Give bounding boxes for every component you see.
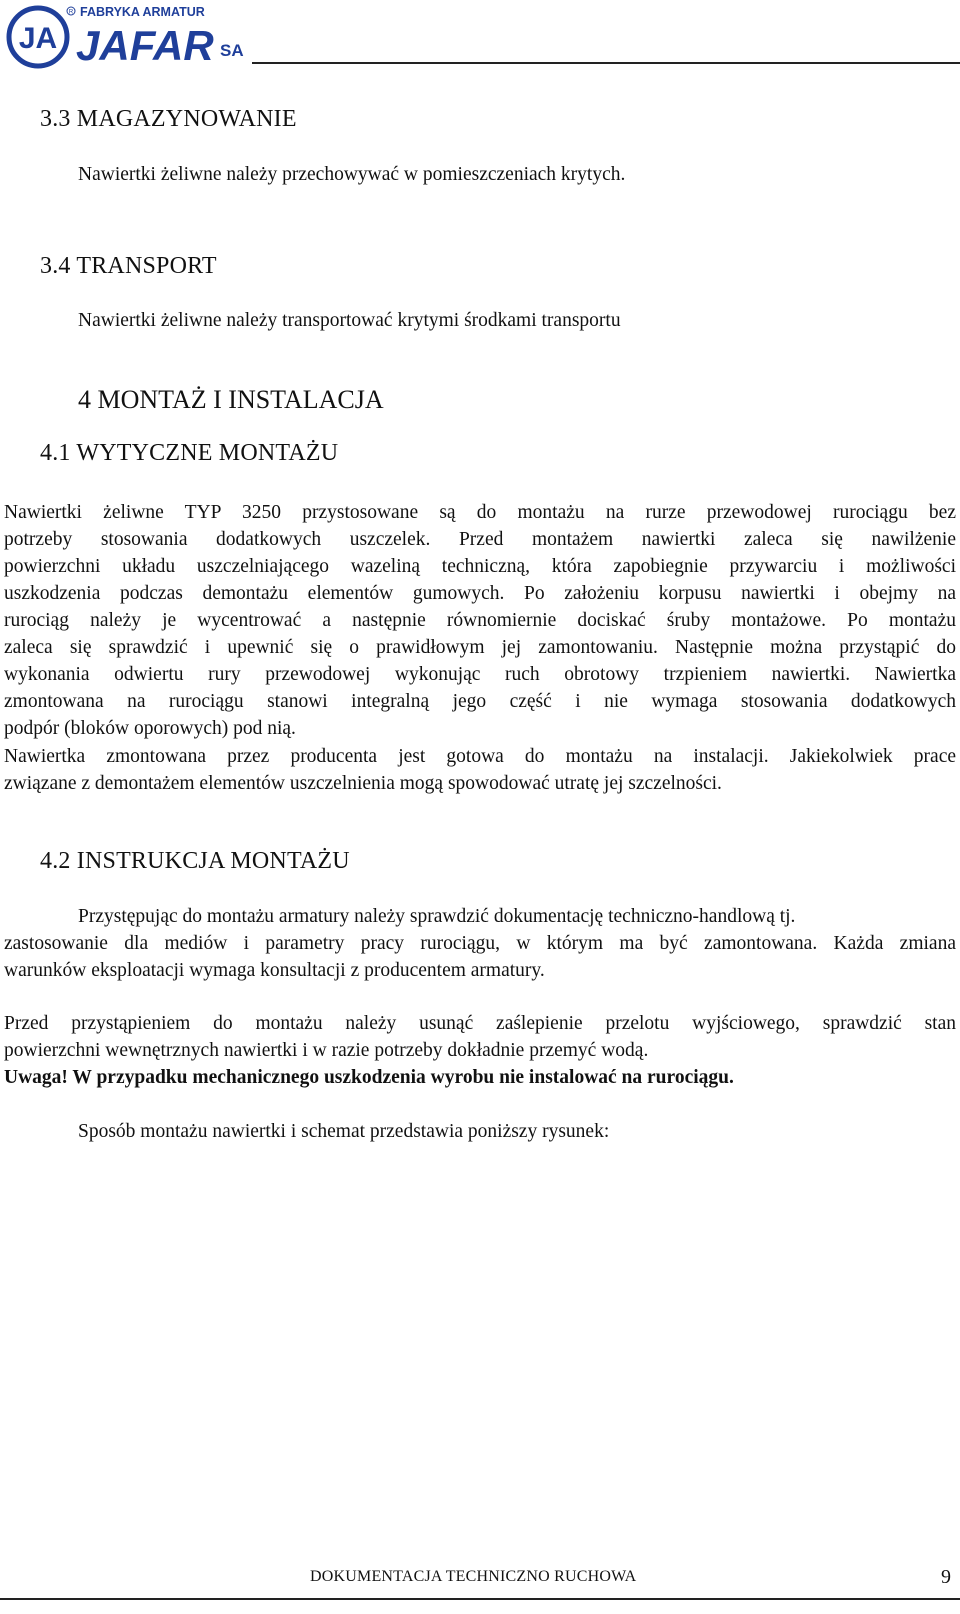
paragraph-line: wykonania odwiertu rury przewodowej wykonując ruch obrotowy trzpieniem nawiertki. Nawiertka <box>4 664 956 685</box>
svg-text:R: R <box>68 9 74 16</box>
paragraph-line: Przed przystąpieniem do montażu należy usunąć zaślepienie przelotu wyjściowego, sprawdzić stan <box>4 1013 956 1034</box>
paragraph-line: potrzeby stosowania dodatkowych uszczelek. Przed montażem nawiertki zaleca się nawilżenie <box>4 529 956 550</box>
paragraph-line: zmontowana na rurociągu stanowi integralną jego część i nie wymaga stosowania dodatkowych <box>4 691 956 712</box>
paragraph-line: zastosowanie dla mediów i parametry pracy rurociągu, w którym ma być zamontowana. Każda zmiana <box>4 933 956 954</box>
section-3-4-text: Nawiertki żeliwne należy transportować krytymi środkami transportu <box>78 310 621 331</box>
logo-top-text: FABRYKA ARMATUR <box>80 5 205 19</box>
section-4-2-paragraph <box>4 903 956 984</box>
paragraph-line: Przystępując do montażu armatury należy sprawdzić dokumentację techniczno-handlową tj. <box>78 906 796 927</box>
paragraph-line: zaleca się sprawdzić i upewnić się o prawidłowym jej zamontowaniu. Następnie można przystąpić do <box>4 637 956 658</box>
footer-doc-title: DOKUMENTACJA TECHNICZNO RUCHOWA <box>310 1568 637 1585</box>
section-3-4-title: 3.4 TRANSPORT <box>40 253 217 279</box>
jafar-logo <box>6 4 246 70</box>
section-4-2-figure-intro: Sposób montażu nawiertki i schemat przedstawia poniższy rysunek: <box>78 1121 610 1142</box>
paragraph-line: Nawiertki żeliwne TYP 3250 przystosowane są do montażu na rurze przewodowej rurociągu bez <box>4 502 956 523</box>
paragraph-line: uszkodzenia podczas demontażu elementów gumowych. Po założeniu korpusu nawiertki i obejmy na <box>4 583 956 604</box>
paragraph-line: rurociąg należy je wycentrować a następnie równomiernie dociskać śruby montażowe. Po montażu <box>4 610 956 631</box>
paragraph-line: powierzchni układu uszczelniającego wazeliną techniczną, która zapobiegnie przywarciu i możliwości <box>4 556 956 577</box>
logo-main-text: JAFAR <box>76 22 214 69</box>
section-4-1-title: 4.1 WYTYCZNE MONTAŻU <box>40 440 339 466</box>
section-3-3-title: 3.3 MAGAZYNOWANIE <box>40 106 297 132</box>
page-number: 9 <box>941 1566 951 1588</box>
paragraph-line: podpór (bloków oporowych) pod nią. <box>4 718 296 739</box>
header-rule <box>252 62 960 64</box>
section-4-2-title: 4.2 INSTRUKCJA MONTAŻU <box>40 848 350 874</box>
footer-rule <box>0 1598 960 1600</box>
paragraph-line: Nawiertka zmontowana przez producenta jest gotowa do montażu na instalacji. Jakiekolwiek prace <box>4 746 956 767</box>
section-4-2-paragraph-2 <box>4 1010 956 1064</box>
warning-text: Uwaga! W przypadku mechanicznego uszkodzenia wyrobu nie instalować na rurociągu. <box>4 1067 734 1088</box>
logo-monogram: JA <box>18 22 58 55</box>
paragraph-line: powierzchni wewnętrznych nawiertki i w razie potrzeby dokładnie przemyć wodą. <box>4 1040 649 1061</box>
logo-suffix: SA <box>220 41 244 60</box>
paragraph-line: związane z demontażem elementów uszczelnienia mogą spowodować utratę jej szczelności. <box>4 773 722 794</box>
section-3-3-text: Nawiertki żeliwne należy przechowywać w pomieszczeniach krytych. <box>78 164 626 185</box>
section-4-1-note <box>4 743 956 797</box>
section-4-1-paragraph <box>4 499 956 742</box>
paragraph-line: warunków eksploatacji wymaga konsultacji z producentem armatury. <box>4 960 545 981</box>
section-4-title: 4 MONTAŻ I INSTALACJA <box>78 385 384 414</box>
